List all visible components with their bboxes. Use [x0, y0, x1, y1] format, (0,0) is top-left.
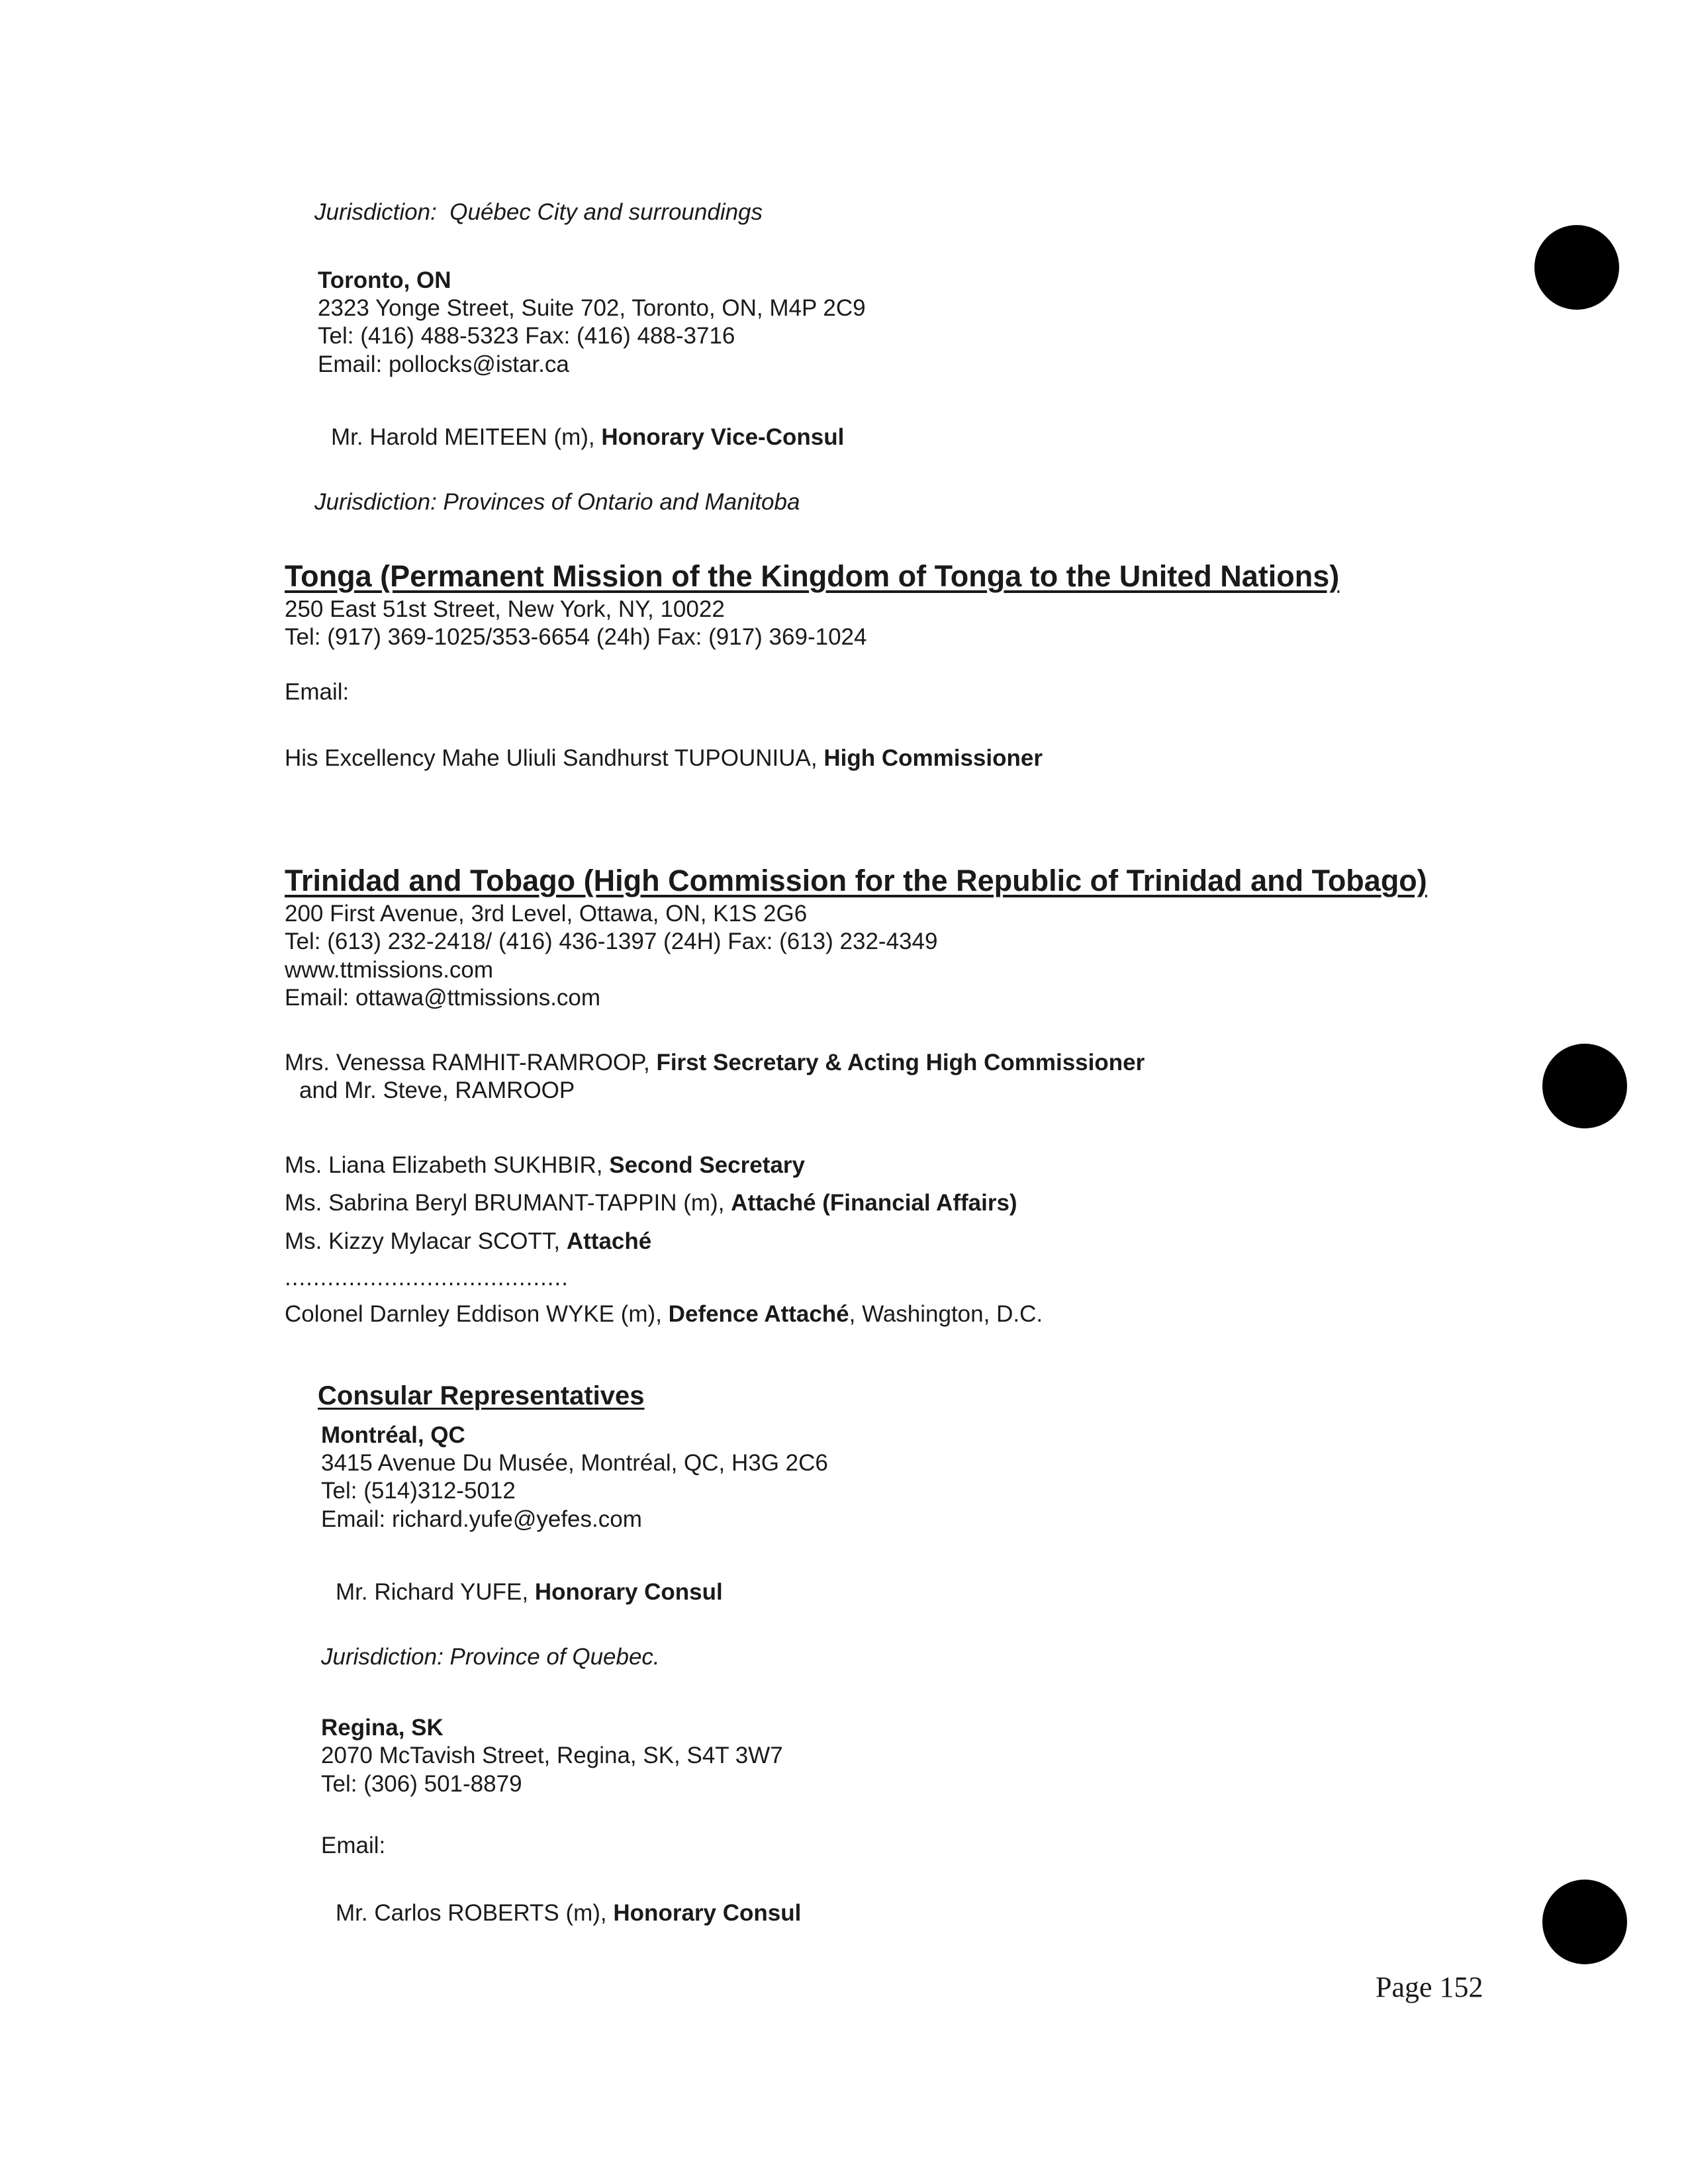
- toronto-email: Email: pollocks@istar.ca: [318, 351, 569, 377]
- tonga-tel: Tel: (917) 369-1025/353-6654 (24h) Fax: (917) 369-1024: [285, 624, 867, 650]
- tonga-email: Email:: [285, 679, 350, 705]
- trinidad-tel: Tel: (613) 232-2418/ (416) 436-1397 (24H) Fax: (613) 232-4349: [285, 929, 938, 954]
- regina-address: 2070 McTavish Street, Regina, SK, S4T 3W7: [321, 1743, 783, 1768]
- trinidad-email: Email: ottawa@ttmissions.com: [285, 985, 601, 1011]
- staff-row: Ms. Sabrina Beryl BRUMANT-TAPPIN (m), Attaché (Financial Affairs): [285, 1190, 1017, 1216]
- toronto-person: Mr. Harold MEITEEN (m), Honorary Vice-Consul: [331, 424, 845, 450]
- punch-hole-top: [1534, 225, 1619, 310]
- regina-person: Mr. Carlos ROBERTS (m), Honorary Consul: [336, 1900, 802, 1926]
- montreal-jurisdiction: Jurisdiction: Province of Quebec.: [321, 1644, 660, 1670]
- tonga-person: His Excellency Mahe Uliuli Sandhurst TUPOUNIUA, High Commissioner: [285, 745, 1043, 771]
- montreal-email: Email: richard.yufe@yefes.com: [321, 1506, 642, 1532]
- trinidad-address: 200 First Avenue, 3rd Level, Ottawa, ON, K1S 2G6: [285, 901, 808, 927]
- toronto-address: 2323 Yonge Street, Suite 702, Toronto, ON, M4P 2C9: [318, 295, 866, 321]
- defence-attache: Colonel Darnley Eddison WYKE (m), Defence Attaché, Washington, D.C.: [285, 1301, 1043, 1327]
- trinidad-heading: Trinidad and Tobago (High Commission for the Republic of Trinidad and Tobago): [285, 864, 1427, 897]
- staff-row: and Mr. Steve, RAMROOP: [299, 1077, 575, 1103]
- montreal-address: 3415 Avenue Du Musée, Montréal, QC, H3G 2C6: [321, 1450, 828, 1476]
- staff-row: Ms. Kizzy Mylacar SCOTT, Attaché: [285, 1228, 652, 1254]
- montreal-city: Montréal, QC: [321, 1422, 465, 1448]
- separator-dots: ........................................: [285, 1265, 569, 1291]
- punch-hole-bottom: [1542, 1880, 1627, 1964]
- toronto-city: Toronto, ON: [318, 267, 451, 293]
- montreal-person: Mr. Richard YUFE, Honorary Consul: [336, 1579, 723, 1605]
- toronto-tel: Tel: (416) 488-5323 Fax: (416) 488-3716: [318, 323, 735, 349]
- tonga-address: 250 East 51st Street, New York, NY, 10022: [285, 596, 725, 622]
- regina-email: Email:: [321, 1833, 386, 1858]
- consular-heading: Consular Representatives: [318, 1381, 645, 1410]
- regina-city: Regina, SK: [321, 1715, 444, 1741]
- page-number: Page 152: [1376, 1971, 1483, 2003]
- trinidad-web: www.ttmissions.com: [285, 957, 494, 983]
- jurisdiction-quebec-city: Jurisdiction: Québec City and surroundings: [314, 199, 763, 225]
- staff-row: Mrs. Venessa RAMHIT-RAMROOP, First Secretary & Acting High Commissioner: [285, 1050, 1145, 1075]
- toronto-jurisdiction: Jurisdiction: Provinces of Ontario and Manitoba: [314, 489, 800, 515]
- regina-tel: Tel: (306) 501-8879: [321, 1771, 522, 1797]
- staff-row: Ms. Liana Elizabeth SUKHBIR, Second Secretary: [285, 1152, 805, 1178]
- montreal-tel: Tel: (514)312-5012: [321, 1478, 516, 1504]
- punch-hole-middle: [1542, 1044, 1627, 1128]
- tonga-heading: Tonga (Permanent Mission of the Kingdom of Tonga to the United Nations): [285, 559, 1340, 593]
